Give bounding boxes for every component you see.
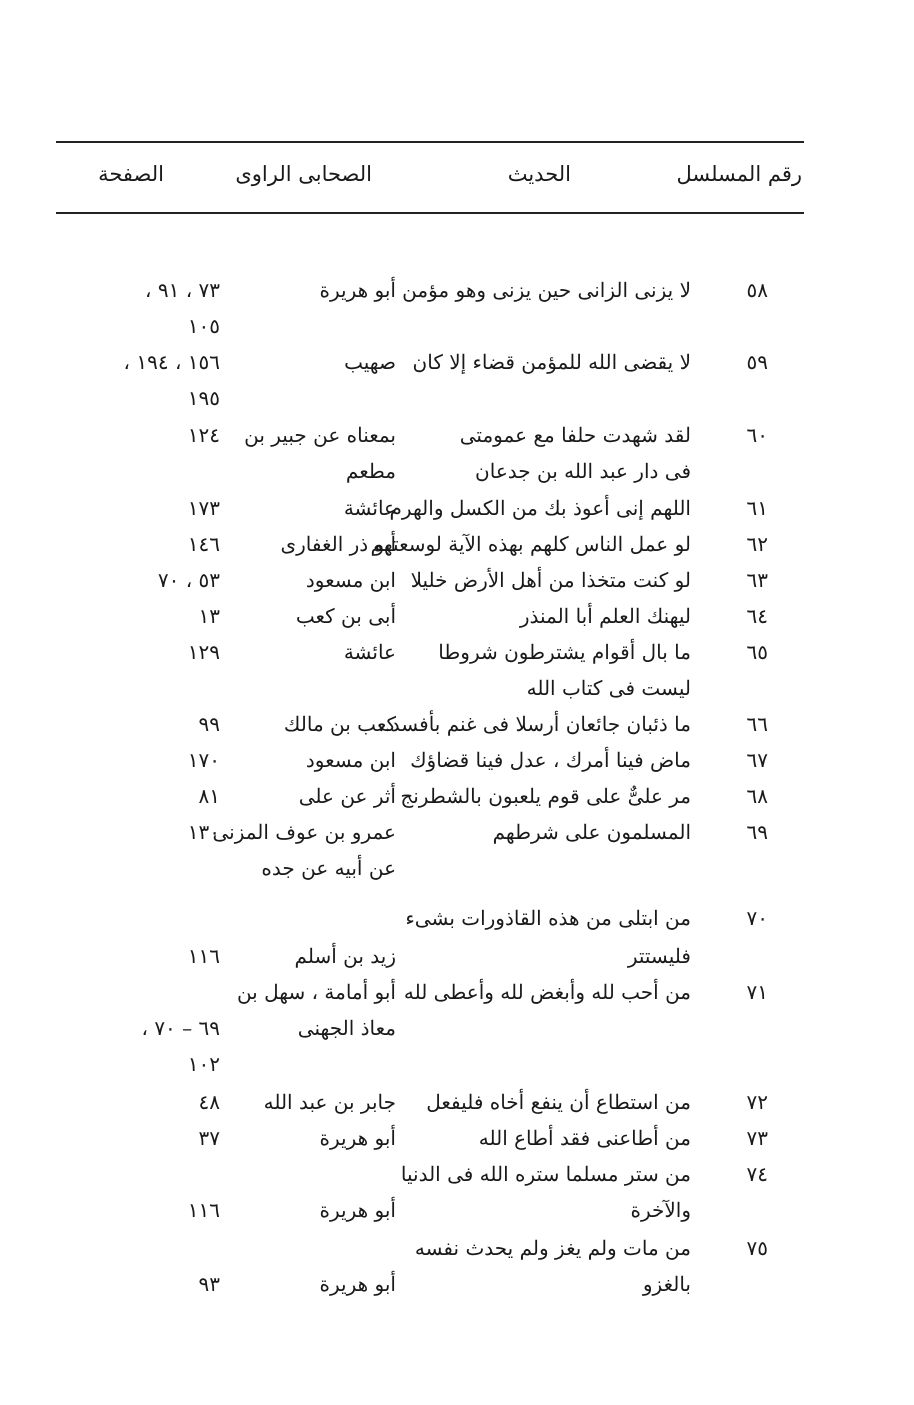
narrator-name: صهيب xyxy=(344,350,396,374)
hadith-text: ليهنك العلم أبا المنذر xyxy=(519,604,691,628)
narrator-name: أبو أمامة ، سهل بن xyxy=(236,980,396,1004)
serial-number: ٦٦ xyxy=(746,712,768,736)
column-header-narrator: الصحابى الراوى xyxy=(235,162,372,186)
narrator-name: أبو هريرة xyxy=(319,1126,396,1150)
page-reference: ٧٣ ، ٩١ ، xyxy=(145,278,220,302)
narrator-name: عائشة xyxy=(343,496,396,520)
serial-number: ٧٠ xyxy=(746,906,768,930)
hadith-text: فى دار عبد الله بن جدعان xyxy=(475,459,691,483)
header-top-rule xyxy=(56,141,804,143)
hadith-text: مر علىٌّ على قوم يلعبون بالشطرنج xyxy=(400,784,691,808)
page-reference: ١٠٥ xyxy=(187,314,220,338)
hadith-text: ليست فى كتاب الله xyxy=(526,676,691,700)
serial-number: ٧١ xyxy=(746,980,768,1004)
narrator-name: عائشة xyxy=(343,640,396,664)
narrator-name: أبو ذر الغفارى xyxy=(280,532,396,556)
narrator-name: أبو هريرة xyxy=(319,1272,396,1296)
narrator-name: بمعناه عن جبير بن xyxy=(244,423,396,447)
serial-number: ٦٠ xyxy=(746,423,768,447)
page-reference: ٩٩ xyxy=(198,712,220,736)
hadith-text: من مات ولم يغز ولم يحدث نفسه xyxy=(414,1236,691,1260)
page-reference: ١٩٥ xyxy=(187,386,220,410)
narrator-name: جابر بن عبد الله xyxy=(263,1090,396,1114)
hadith-text: من أحب لله وأبغض لله وأعطى لله xyxy=(403,980,691,1004)
hadith-text: والآخرة xyxy=(630,1198,691,1222)
narrator-name: أبى بن كعب xyxy=(295,604,396,628)
hadith-text: اللهم إنى أعوذ بك من الكسل والهرم xyxy=(389,496,691,520)
hadith-text: لا يقضى الله للمؤمن قضاء إلا كان xyxy=(412,350,691,374)
serial-number: ٦٧ xyxy=(746,748,768,772)
narrator-name: عمرو بن عوف المزنى xyxy=(212,820,396,844)
column-header-page: الصفحة xyxy=(98,162,164,186)
narrator-name: ابن مسعود xyxy=(305,748,396,772)
narrator-name: مطعم xyxy=(345,459,396,483)
serial-number: ٥٩ xyxy=(746,350,768,374)
page-reference: ١٢٩ xyxy=(187,640,220,664)
serial-number: ٦١ xyxy=(746,496,768,520)
column-header-serial: رقم المسلسل xyxy=(676,162,802,186)
serial-number: ٦٢ xyxy=(746,532,768,556)
hadith-text: من ابتلى من هذه القاذورات بشىء xyxy=(405,906,691,930)
serial-number: ٦٤ xyxy=(746,604,768,628)
serial-number: ٦٥ xyxy=(746,640,768,664)
serial-number: ٦٩ xyxy=(746,820,768,844)
page-reference: ١١٦ xyxy=(187,1198,220,1222)
hadith-text: المسلمون على شرطهم xyxy=(492,820,691,844)
page-reference: ٨١ xyxy=(198,784,220,808)
hadith-text: ما بال أقوام يشترطون شروطا xyxy=(438,640,691,664)
serial-number: ٦٨ xyxy=(746,784,768,808)
hadith-text: لقد شهدت حلفا مع عمومتى xyxy=(459,423,691,447)
hadith-text: لو عمل الناس كلهم بهذه الآية لوسعتهم xyxy=(370,532,691,556)
hadith-text: لو كنت متخذا من أهل الأرض خليلا xyxy=(410,568,691,592)
hadith-text: فليستتر xyxy=(627,944,691,968)
hadith-text: من ستر مسلما ستره الله فى الدنيا xyxy=(400,1162,691,1186)
page-reference: ٥٣ ، ٧٠ xyxy=(157,568,220,592)
page-reference: ٤٨ xyxy=(198,1090,220,1114)
hadith-text: من استطاع أن ينفع أخاه فليفعل xyxy=(426,1090,691,1114)
serial-number: ٧٢ xyxy=(746,1090,768,1114)
narrator-name: أبو هريرة xyxy=(319,1198,396,1222)
narrator-name: أثر عن على xyxy=(298,784,396,808)
serial-number: ٧٤ xyxy=(746,1162,768,1186)
page-reference: ١٢٤ xyxy=(187,423,220,447)
hadith-text: ما ذئبان جائعان أرسلا فى غنم بأفسد.. xyxy=(378,712,691,736)
narrator-name: زيد بن أسلم xyxy=(294,944,396,968)
serial-number: ٦٣ xyxy=(746,568,768,592)
narrator-name: أبو هريرة xyxy=(319,278,396,302)
serial-number: ٧٣ xyxy=(746,1126,768,1150)
hadith-text: ماض فينا أمرك ، عدل فينا قضاؤك xyxy=(410,748,691,772)
hadith-text: لا يزنى الزانى حين يزنى وهو مؤمن xyxy=(402,278,691,302)
page-reference: ٩٣ xyxy=(198,1272,220,1296)
page-reference: ١٤٦ xyxy=(187,532,220,556)
page-reference: ١٣٠ xyxy=(187,820,220,844)
narrator-name: ابن مسعود xyxy=(305,568,396,592)
page-reference: ١٠٢ xyxy=(187,1052,220,1076)
page-reference: ٦٩ – ٧٠ ، xyxy=(141,1016,220,1040)
page-reference: ١٧٣ xyxy=(187,496,220,520)
page-reference: ١٧٠ xyxy=(187,748,220,772)
narrator-name: عن أبيه عن جده xyxy=(261,856,396,880)
page-reference: ٣٧ xyxy=(198,1126,220,1150)
column-header-hadith: الحديث xyxy=(507,162,571,186)
page-reference: ١٥٦ ، ١٩٤ ، xyxy=(123,350,220,374)
serial-number: ٧٥ xyxy=(746,1236,768,1260)
page-reference: ١١٦ xyxy=(187,944,220,968)
header-bottom-rule xyxy=(56,212,804,214)
narrator-name: كعب بن مالك xyxy=(283,712,396,736)
page-reference: ١٣ xyxy=(198,604,220,628)
hadith-text: من أطاعنى فقد أطاع الله xyxy=(478,1126,691,1150)
serial-number: ٥٨ xyxy=(746,278,768,302)
hadith-text: بالغزو xyxy=(642,1272,691,1296)
narrator-name: معاذ الجهنى xyxy=(297,1016,396,1040)
